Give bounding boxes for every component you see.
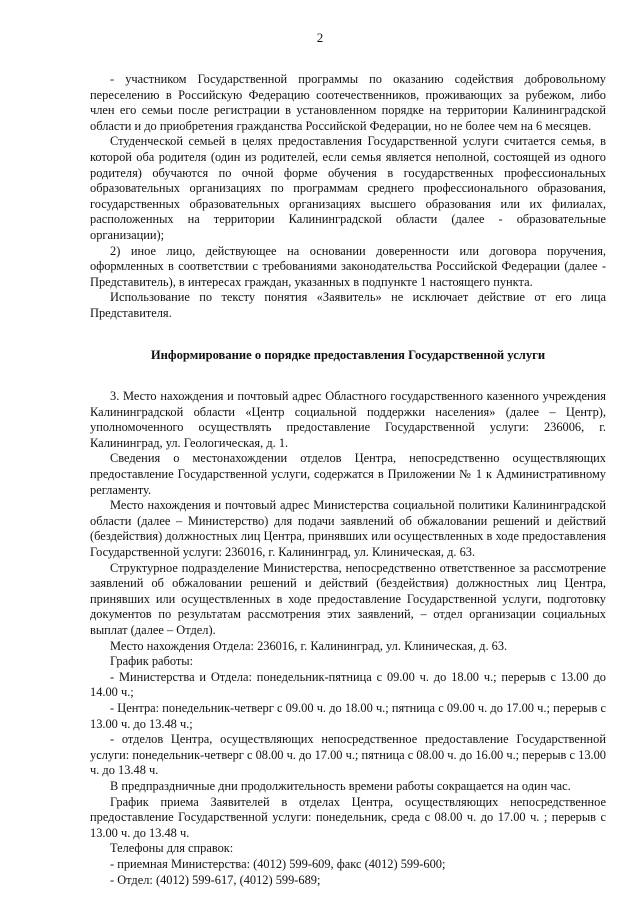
paragraph: В предпраздничные дни продолжительность времени работы сокращается на один час. [110, 778, 571, 793]
paragraph: - участником Государственной программы по оказанию содействия добровольному переселению в Российскую Федерацию соотечественников, проживающих за рубежом, либо член его семьи после регистрации в установленном порядке на территории Калининградской области и до приобретения гражданства Российской Федерации, но не более чем на 6 месяцев. [90, 72, 606, 133]
paragraph: 3. Место нахождения и почтовый адрес Областного государственного казенного учреждения Калининградской области «Центр социальной поддержки населения» (далее – Центр), уполномоченного осуществлять предоставление Государственной услуги: 236006, г. Калининград, ул. Геологическая, д. 1. [90, 389, 606, 450]
paragraph: Место нахождения и почтовый адрес Министерства социальной политики Калининградской области (далее – Министерство) для подачи заявлений об обжаловании решений и действий (бездействия) должностных лиц Центра, принявших или осуществленных в ходе предоставления Государственной услуги: 236016, г. Калининград, ул. Клиническая, д. 63. [90, 498, 606, 560]
paragraph: График приема Заявителей в отделах Центра, осуществляющих непосредственное предоставление Государственной услуги: понедельник, среда с 08.00 ч. до 17.00 ч. ; перерыв с 13.00 ч. до 13.48 ч. [90, 794, 606, 840]
paragraph: Место нахождения Отдела: 236016, г. Калининград, ул. Клиническая, д. 63. [110, 638, 508, 653]
paragraph: Студенческой семьей в целях предоставления Государственной услуги считается семья, в которой оба родителя (один из родителей, если семья является неполной, состоящей из одного родителя) обучаются по очной форме обучения в государственных профессиональных образовательных организациях по программам среднего профессионального образования, государственных образовательных организациях высшего образования или их филиалах, расположенных на территории Калининградской области (далее - образовательные организации); [90, 134, 606, 242]
paragraph: Структурное подразделение Министерства, непосредственно ответственное за рассмотрение заявлений об обжаловании решений и действий (бездействия) должностных лиц Центра, принявших или осуществленных в ходе предоставление Государственной услуги, подготовку документов по результатам рассмотрения этих заявлений, – отдел организации социальных выплат (далее – Отдел). [90, 560, 606, 637]
paragraph: Сведения о местонахождении отделов Центра, непосредственно осуществляющих предоставление Государственной услуги, содержатся в Приложении № 1 к Административному регламенту. [90, 451, 606, 497]
page-number: 2 [316, 30, 324, 45]
section-heading: Информирование о порядке предоставления Государственной услуги [150, 347, 546, 362]
paragraph: - Отдел: (4012) 599-617, (4012) 599-689; [110, 872, 321, 887]
paragraph: 2) иное лицо, действующее на основании доверенности или договора поручения, оформленных в соответствии с требованиями законодательства Российской Федерации (далее - Представитель), в интересах граждан, указанных в подпункте 1 настоящего пункта. [90, 243, 606, 289]
document-body [90, 72, 606, 888]
paragraph: - отделов Центра, осуществляющих непосредственное предоставление Государственной услуги: понедельник-четверг с 08.00 ч. до 17.00 ч.; пятница с 08.00 ч. до 16.00 ч.; перерыв с 13.00 ч. до 13.48 ч. [90, 732, 606, 778]
paragraph: - Центра: понедельник-четверг с 09.00 ч. до 18.00 ч.; пятница с 09.00 ч. до 17.00 ч.; перерыв с 13.00 ч. до 13.48 ч.; [90, 700, 606, 731]
paragraph: - Министерства и Отдела: понедельник-пятница с 09.00 ч. до 18.00 ч.; перерыв с 13.00 до 14.00 ч.; [90, 669, 606, 700]
paragraph: - приемная Министерства: (4012) 599-609, факс (4012) 599-600; [110, 856, 446, 871]
paragraph: График работы: [110, 654, 194, 669]
paragraph: Телефоны для справок: [110, 841, 234, 856]
paragraph: Использование по тексту понятия «Заявитель» не исключает действие от его лица Представителя. [90, 290, 606, 320]
